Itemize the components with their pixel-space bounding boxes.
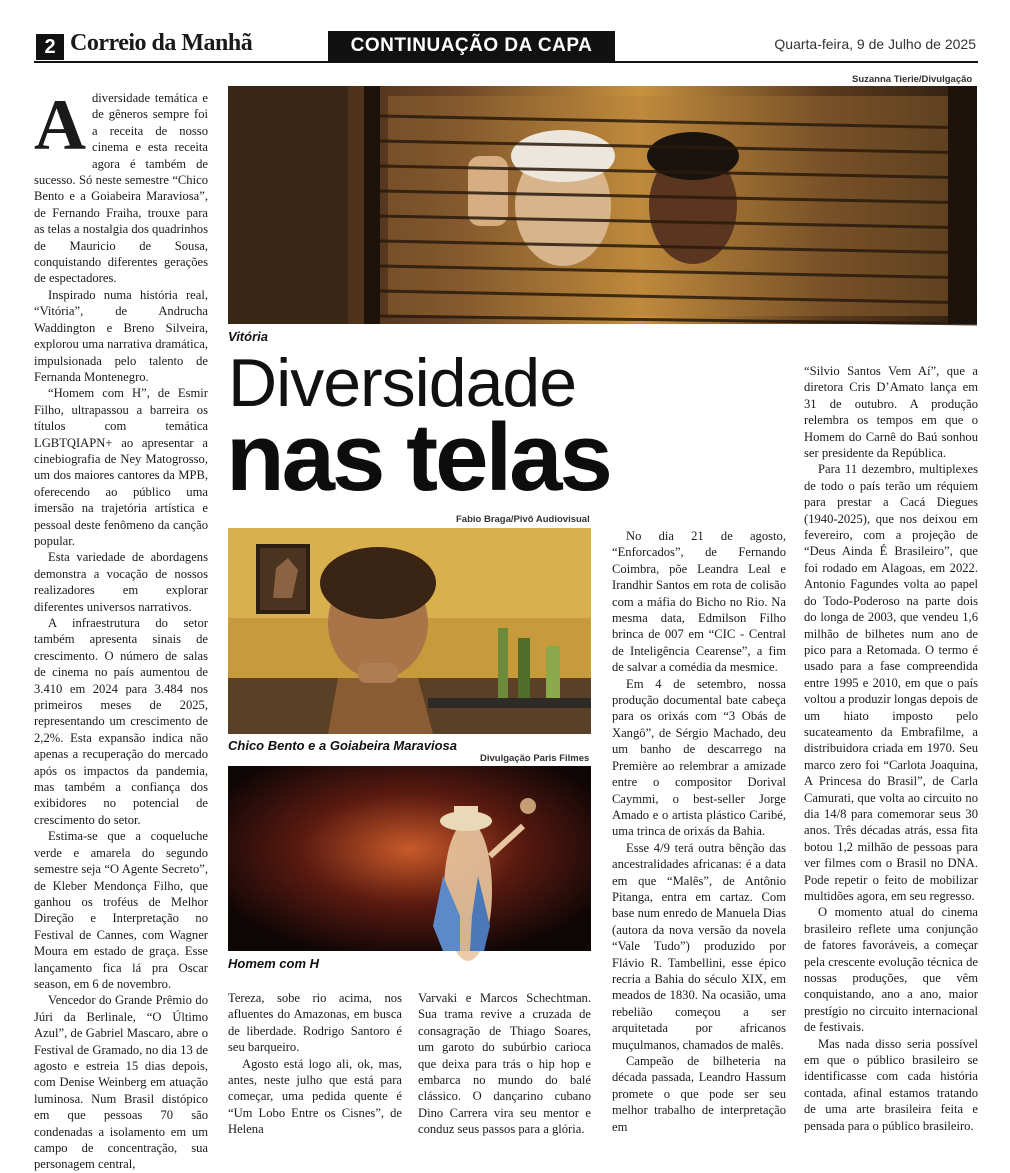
page-header bbox=[0, 0, 1010, 70]
chico-bento-photo bbox=[228, 528, 591, 734]
paragraph: Campeão de bilheteria na década passada, Leandro Hassum promete o que pode ser seu melhor trabalho de interpretação em bbox=[612, 1054, 786, 1134]
vitoria-photo bbox=[228, 86, 977, 324]
headline-line-1: Diversidade bbox=[228, 345, 577, 421]
chico-photo-caption: Chico Bento e a Goiabeira Maraviosa bbox=[228, 738, 458, 753]
paragraph: “Silvio Santos Vem Aí”, que a diretora Cris D’Amato lança em 31 de outubro. A produção relembra os tempos em que o Homem do Carnê do Baú sonhou ser presidente da República. bbox=[804, 364, 978, 461]
page-number: 2 bbox=[36, 34, 64, 60]
paragraph: Tereza, sobe rio acima, nos afluentes do Amazonas, em busca de liberdade. Rodrigo Santoro é seu barqueiro. bbox=[228, 991, 402, 1055]
top-photo-credit: Suzanna Tierie/Divulgação bbox=[852, 74, 973, 85]
headline-line-2: nas telas bbox=[226, 404, 610, 511]
edition-date: Quarta-feira, 9 de Julho de 2025 bbox=[774, 36, 976, 52]
chico-photo-credit: Fabio Braga/Pivô Audiovisual bbox=[456, 514, 590, 525]
paragraph: Vencedor do Grande Prêmio do Júri da Berlinale, “O Último Azul”, de Gabriel Mascaro, abre o Festival de Gramado, no dia 13 de agosto e estreia 15 dias depois, com Denise Weinberg em atuação luminosa. Num Brasil distópico em que pessoas 70 são condenadas a isolamento em um campo de concentração, sua personagem central, bbox=[34, 993, 208, 1172]
drop-cap: A bbox=[34, 85, 86, 165]
paragraph: Varvaki e Marcos Schechtman. Sua trama revive a cruzada de consagração de Thiago Soares, um garoto do subúrbio carioca que deixa para trás o hip hop e embarca no mundo do balé clássico. O dançarino cubano Dino Carrera vira seu mentor e conduz seus passos para a glória. bbox=[418, 991, 591, 1137]
paragraph: Agosto está logo ali, ok, mas, antes, neste julho que está para começar, uma pedida quente é “Um Lobo Entre os Cisnes”, de Helena bbox=[228, 1056, 402, 1137]
homem-photo-credit: Divulgação Paris Filmes bbox=[480, 753, 590, 764]
article-column-5 bbox=[804, 363, 978, 1134]
paragraph: Esta variedade de abordagens demonstra a vocação de nossos realizadores em explorar diferentes universos narrativos. bbox=[34, 550, 208, 614]
paragraph: Inspirado numa história real, “Vitória”, de Andrucha Waddington e Breno Silveira, explorou uma narrativa dramática, impulsionada pelo talento de Fernanda Montenegro. bbox=[34, 287, 208, 384]
masthead: Correio da Manhã bbox=[70, 30, 253, 56]
paragraph: “Homem com H”, de Esmir Filho, ultrapassou a barreira os títulos com temática LGBTQIAPN+ ao apresentar a cinebiografia de Ney Matogrosso, um dos maiores cantores da MPB, oferecendo ao público uma imersão na trajetória artística e pessoal deste fenômeno da canção popular. bbox=[34, 386, 208, 548]
homem-com-h-photo bbox=[228, 766, 591, 951]
article-column-4 bbox=[612, 528, 786, 1135]
section-label: CONTINUAÇÃO DA CAPA bbox=[328, 31, 615, 61]
article-column-1 bbox=[34, 85, 208, 1173]
article-column-3 bbox=[418, 990, 591, 1138]
paragraph: Esse 4/9 terá outra bênção das ancestralidades africanas: é a data em que “Malês”, de Antônio Pitanga, entra em cartaz. Com base num enredo de Manuela Dias (autora da nova versão da novela “Vale Tudo”) produzido por Flávio R. Tambellini, esse épico recria a Bahia do século XIX, em meados de 1830. Na ocasião, uma rebelião começou a ser arquitetada por africanos muçulmanos, chamados de malês. bbox=[612, 840, 786, 1052]
paragraph: Em 4 de setembro, nossa produção documental bate cabeça para os orixás com “3 Obás de Xangô”, de Sérgio Machado, deu um banho de descarrego na Première ao relembrar a amizade entre o compositor Dorival Caymmi, o best-seller Jorge Amado e o artista plástico Caribé, uma trinca de orixás da Bahia. bbox=[612, 676, 786, 839]
homem-photo-caption: Homem com H bbox=[228, 956, 320, 971]
paragraph: A infraestrutura do setor também apresenta sinais de crescimento. O número de salas de cinema no país aumentou de 3.410 em 2024 para 3.484 nos primeiros meses de 2025, representando um crescimento de 2,2%. Esta expansão indica não apenas a recuperação do mercado após os impactos da pandemia, mas também a confiança dos exibidores no potencial de crescimento do setor. bbox=[34, 616, 208, 827]
paragraph: Estima-se que a coqueluche verde e amarela do segundo semestre seja “O Agente Secreto”, de Kleber Mendonça Filho, que ganhou os troféus de Melhor Direção e Interpretação no Festival de Cannes, com Wagner Moura em estado de graça. Esse lançamento fica lá pra Oscar season, em 6 de novembro. bbox=[34, 829, 208, 991]
header-rule bbox=[34, 61, 978, 63]
paragraph: Mas nada disso seria possível em que o público brasileiro se identificasse com cada história contada, afinal estamos tratando de uma arte brasileira feita e pensada para o público brasileiro. bbox=[804, 1036, 978, 1133]
paragraph: No dia 21 de agosto, “Enforcados”, de Fernando Coimbra, põe Leandra Leal e Irandhir Santos em rota de colisão com a máfia do Bicho no Rio. Na mesma data, Edmilson Filho brinca de 007 em “CIC - Central de Inteligência Cearense”, a fim de salvar a comédia da mesmice. bbox=[612, 529, 786, 675]
top-photo-caption: Vitória bbox=[228, 329, 268, 344]
paragraph: Para 11 dezembro, multiplexes de todo o país terão um réquiem para prestar a Cacá Diegues (1940-2025), que nos deixou em fevereiro, com a projeção de “Deus Ainda É Brasileiro”, que foi rodado em Alagoas, em 2022. Antonio Fagundes volta ao papel do Todo-Poderoso na parte dois do longa de 2003, que vendeu 1,6 milhão de bilhetes num ano de pico para a Retomada. O termo é usado para a fase compreendida entre 1995 e 2010, em que o país voltou a produzir longas depois de um hiato imposto pelo sucateamento da Embrafilme, a distribuidora criada em 1970. Seu marco zero foi “Carlota Joaquina, A Princesa do Brasil”, de Carla Camurati, que volta ao circuito no dia 14/8 para comemorar seus 30 anos. Três décadas atrás, essa fita botou 1,2 milhão de pessoas para ver filmes com o Brasil no DNA. Pode repetir o feito de mobilizar multidões agora, em seu regresso. bbox=[804, 462, 978, 903]
paragraph: Adiversidade temática e de gêneros sempre foi a receita de nosso cinema e esta receita agora é também de sucesso. Só neste semestre “Chico Bento e a Goiabeira Maraviosa”, de Fernando Fraiha, trouxe para as telas a nostalgia dos quadrinhos de Mauricio de Sousa, conquistando diferentes gerações de espectadores. bbox=[34, 85, 208, 286]
paragraph: O momento atual do cinema brasileiro reflete uma conjunção de fatores favoráveis, a começar pela crescente evolução técnica de nossas produções, que vêm conquistando, ano a ano, maior prestígio no circuito internacional de festivais. bbox=[804, 905, 978, 1035]
article-column-2 bbox=[228, 990, 402, 1138]
